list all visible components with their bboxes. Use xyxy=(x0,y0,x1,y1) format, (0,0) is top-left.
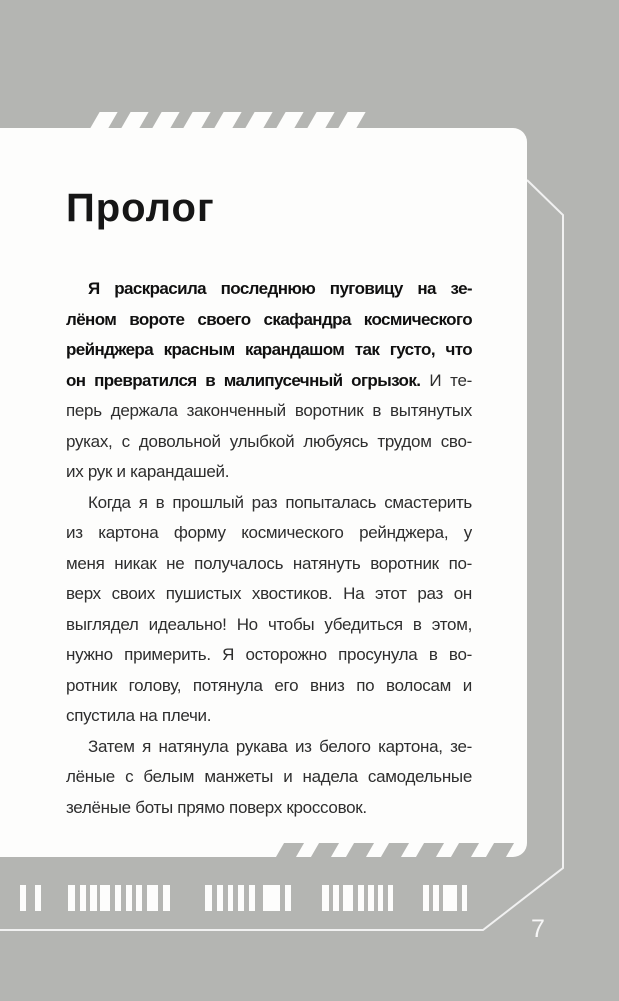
text-segment: И те- xyxy=(420,370,472,390)
barcode-bar xyxy=(115,885,121,911)
barcode-bar xyxy=(343,885,353,911)
barcode-bar xyxy=(20,885,26,911)
text-segment: выглядел идеально! Но чтобы убедиться в этом, xyxy=(66,614,472,634)
slash-stripe-icon xyxy=(121,112,148,128)
text-line xyxy=(66,457,472,488)
slash-stripe-icon xyxy=(90,112,117,128)
barcode-bar xyxy=(35,885,41,911)
slash-stripe-icon xyxy=(245,112,272,128)
slash-stripe-icon xyxy=(416,843,444,857)
page-title: Пролог xyxy=(66,186,215,230)
barcode-bar xyxy=(423,885,429,911)
text-line xyxy=(66,396,472,427)
barcode-bar xyxy=(462,885,467,911)
bold-text-segment: Я раскрасила последнюю пуговицу на зе- xyxy=(88,279,472,298)
text-line xyxy=(66,335,472,366)
slash-stripe-icon xyxy=(276,843,304,857)
barcode-bar xyxy=(433,885,439,911)
page-number: 7 xyxy=(531,915,545,943)
paragraph xyxy=(66,732,472,824)
text-line xyxy=(66,762,472,793)
hazard-stripes-bottom xyxy=(280,843,510,857)
text-line xyxy=(66,518,472,549)
bold-text-segment: он превратился в малипусечный огрызок. xyxy=(66,370,421,390)
text-segment: Когда я в прошлый раз попыталась смастерить xyxy=(88,492,472,512)
barcode-bar xyxy=(217,885,223,911)
text-line xyxy=(66,640,472,671)
barcode-bar xyxy=(205,885,212,911)
text-segment: ротник голову, потянула его вниз по волосам и xyxy=(66,675,472,695)
text-segment: нужно примерить. Я осторожно просунула в во- xyxy=(66,645,472,664)
text-line xyxy=(66,732,472,763)
text-segment: руках, с довольной улыбкой любуясь трудом сво- xyxy=(66,431,472,451)
barcode-bar xyxy=(90,885,97,911)
hazard-stripes-top xyxy=(95,112,361,128)
text-line xyxy=(66,701,472,732)
text-segment: лёные с белым манжеты и надела самодельные xyxy=(66,767,472,786)
text-line xyxy=(66,549,472,580)
barcode-bar xyxy=(147,885,158,911)
barcode-bar xyxy=(68,885,75,911)
slash-stripe-icon xyxy=(276,112,303,128)
text-line xyxy=(66,488,472,519)
barcode-bar xyxy=(358,885,364,911)
slash-stripe-icon xyxy=(451,843,479,857)
text-line xyxy=(66,427,472,458)
bold-text-segment: лёном вороте своего скафандра космического xyxy=(66,309,472,329)
barcode-bar xyxy=(368,885,374,911)
text-segment: из картона форму космического рейнджера, у xyxy=(66,523,472,542)
slash-stripe-icon xyxy=(152,112,179,128)
slash-stripe-icon xyxy=(486,843,514,857)
text-line xyxy=(66,671,472,702)
barcode-bar xyxy=(228,885,233,911)
barcode-bar xyxy=(322,885,329,911)
slash-stripe-icon xyxy=(346,843,374,857)
slash-stripe-icon xyxy=(307,112,334,128)
barcode-decoration xyxy=(0,885,480,911)
barcode-bar xyxy=(100,885,110,911)
barcode-bar xyxy=(333,885,339,911)
barcode-bar xyxy=(80,885,86,911)
text-line xyxy=(66,793,472,824)
text-segment: Затем я натянула рукава из белого картона, зе- xyxy=(88,736,472,756)
text-line xyxy=(66,274,472,305)
text-segment: зелёные боты прямо поверх кроссовок. xyxy=(66,797,367,817)
slash-stripe-icon xyxy=(183,112,210,128)
body-text xyxy=(66,274,472,823)
text-line xyxy=(66,366,472,397)
text-segment: их рук и карандашей. xyxy=(66,462,230,481)
barcode-bar xyxy=(163,885,170,911)
text-segment: верх своих пушистых хвостиков. На этот раз он xyxy=(66,584,472,603)
barcode-bar xyxy=(263,885,280,911)
slash-stripe-icon xyxy=(214,112,241,128)
text-segment: спустила на плечи. xyxy=(66,706,212,725)
text-line xyxy=(66,305,472,336)
slash-stripe-icon xyxy=(311,843,339,857)
slash-stripe-icon xyxy=(381,843,409,857)
paragraph xyxy=(66,488,472,732)
barcode-bar xyxy=(443,885,457,911)
barcode-bar xyxy=(249,885,255,911)
text-line xyxy=(66,610,472,641)
text-segment: меня никак не получалось натянуть воротник по- xyxy=(66,553,472,573)
barcode-bar xyxy=(285,885,291,911)
barcode-bar xyxy=(378,885,383,911)
bold-text-segment: рейнджера красным карандашом так густо, что xyxy=(66,340,472,359)
barcode-bar xyxy=(238,885,244,911)
text-segment: перь держала законченный воротник в вытянутых xyxy=(66,401,472,420)
paragraph xyxy=(66,274,472,488)
text-line xyxy=(66,579,472,610)
barcode-bar xyxy=(126,885,132,911)
barcode-bar xyxy=(136,885,142,911)
barcode-bar xyxy=(388,885,393,911)
